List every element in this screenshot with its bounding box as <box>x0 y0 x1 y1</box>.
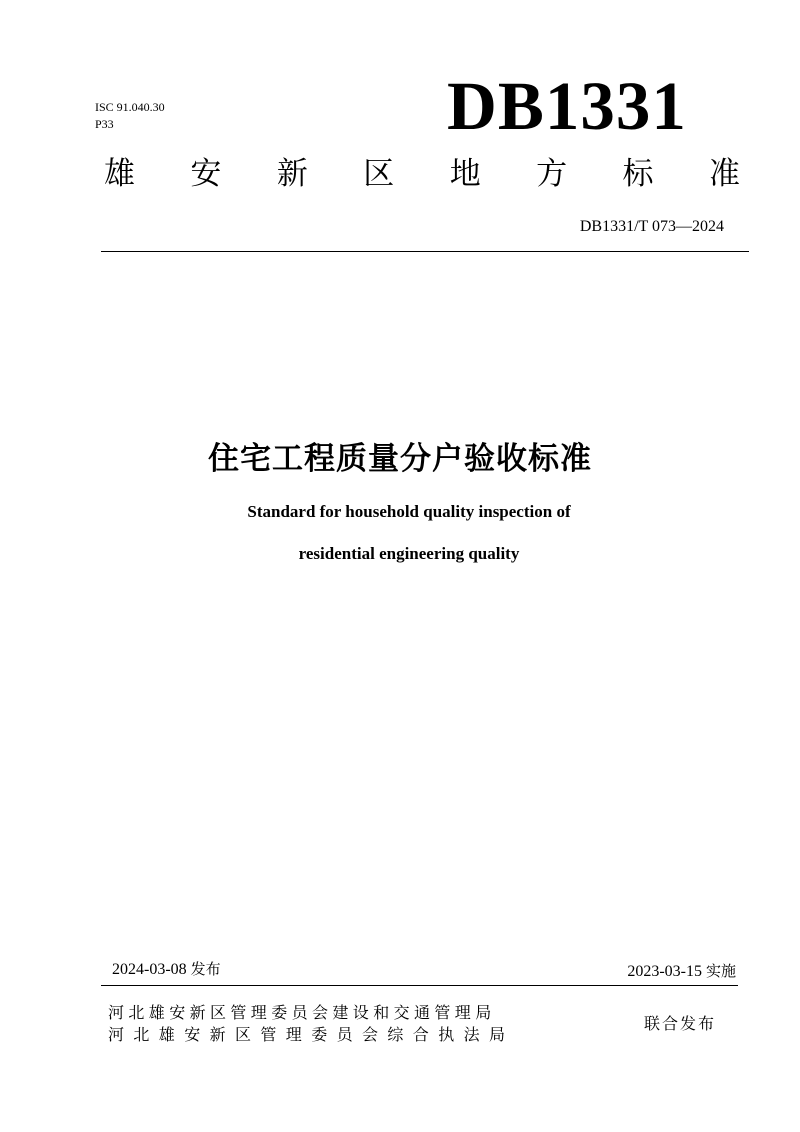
standard-type-char: 标 <box>622 156 654 192</box>
issue-date-block <box>112 958 221 981</box>
issue-label: 发布 <box>190 960 221 978</box>
implementation-date-block <box>627 960 736 983</box>
standard-type-char: 区 <box>363 156 395 192</box>
standard-type-heading <box>104 152 740 196</box>
document-title-english-line2: residential engineering quality <box>298 544 520 563</box>
standard-type-char: 雄 <box>104 156 135 192</box>
standard-type-char: 方 <box>536 156 568 192</box>
standard-type-char: 新 <box>276 156 308 192</box>
standard-type-char: 安 <box>190 156 222 192</box>
document-title-english-line1: Standard for household quality inspection of <box>247 502 571 521</box>
category-code: P33 <box>95 117 114 131</box>
classification-code: ISC 91.040.30 <box>95 100 165 114</box>
issuer-authority: 河北雄安新区管理委员会建设和交通管理局 <box>108 1003 496 1022</box>
classification-block <box>95 99 165 133</box>
implementation-date: 2023-03-15 <box>627 963 702 980</box>
issue-date: 2024-03-08 <box>112 961 187 978</box>
standard-type-char: 地 <box>449 156 481 192</box>
standard-type-char: 准 <box>708 156 740 192</box>
implementation-label: 实施 <box>705 962 736 980</box>
document-title-chinese: 住宅工程质量分户验收标准 <box>208 441 592 477</box>
header-divider <box>101 251 749 252</box>
standard-logo: DB1331 <box>447 68 687 144</box>
issuer-authority: 河北雄安新区管理委员会综合执法局 <box>108 1025 515 1044</box>
joint-issue-label: 联合发布 <box>644 1014 717 1033</box>
standard-number: DB1331/T 073—2024 <box>579 218 724 235</box>
footer-divider <box>101 985 738 986</box>
